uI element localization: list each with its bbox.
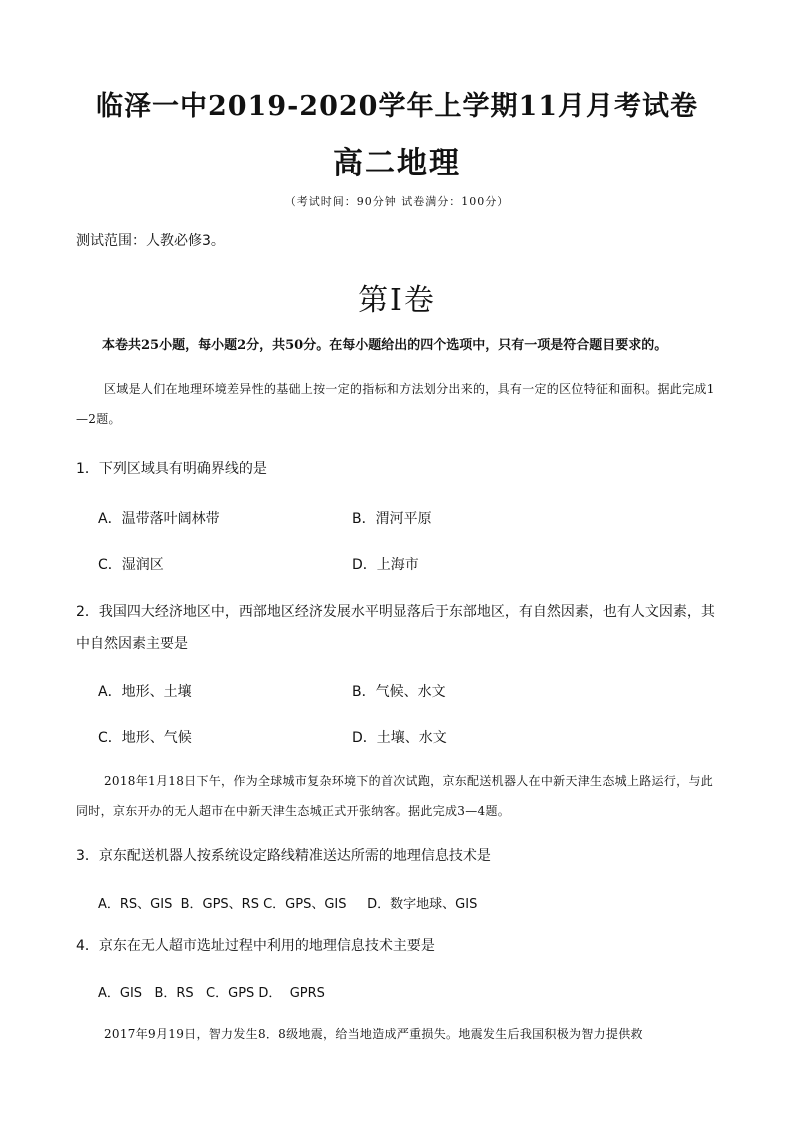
question-2-stem: 2．我国四大经济地区中，西部地区经济发展水平明显落后于东部地区，有自然因素，也有人文因素，其中自然因素主要是	[76, 604, 715, 652]
question-2-option-c: C．地形、气候	[98, 730, 192, 746]
passage-2: 2018年1月18日下午，作为全球城市复杂环境下的首次试跑，京东配送机器人在中新天津生态城上路运行，与此同时，京东开办的无人超市在中新天津生态城正式开张纳客。据此完成3—4题。	[76, 774, 714, 818]
section-title: 第Ⅰ卷	[358, 283, 436, 318]
question-4-options: A．GIS B．RS C．GPS D． GPRS	[98, 986, 325, 1001]
question-1-option-a: A．温带落叶阔林带	[98, 511, 220, 527]
exam-title: 临泽一中2019-2020学年上学期11月月考试卷	[95, 91, 699, 122]
question-3-options: A．RS、GIS B．GPS、RS C．GPS、GIS D．数字地球、GIS	[98, 897, 478, 912]
passage-1: 区域是人们在地理环境差异性的基础上按一定的指标和方法划分出来的，具有一定的区位特征和面积。据此完成1—2题。	[76, 382, 715, 426]
question-1-option-c: C．湿润区	[98, 557, 164, 573]
question-2-option-a: A．地形、土壤	[98, 684, 192, 700]
question-1-option-d: D．上海市	[352, 557, 419, 573]
question-1-option-b: B．渭河平原	[352, 511, 432, 527]
question-2-option-b: B．气候、水文	[352, 684, 446, 700]
question-3-stem: 3．京东配送机器人按系统设定路线精准送达所需的地理信息技术是	[76, 848, 491, 864]
section-instruction: 本卷共25小题，每小题2分，共50分。在每小题给出的四个选项中，只有一项是符合题目要求的。	[102, 338, 668, 353]
passage-3: 2017年9月19日，智力发生8．8级地震，给当地造成严重损失。地震发生后我国积极为智力提供救	[104, 1027, 643, 1041]
question-4-stem: 4．京东在无人超市选址过程中利用的地理信息技术主要是	[76, 938, 435, 954]
subject-title: 高二地理	[333, 146, 461, 181]
question-1-stem: 1．下列区域具有明确界线的是	[76, 461, 267, 477]
test-scope: 测试范围：人教必修3。	[76, 233, 225, 249]
question-2-option-d: D．土壤、水文	[352, 730, 447, 746]
exam-info: （考试时间：90分钟 试卷满分：100分）	[284, 195, 510, 208]
